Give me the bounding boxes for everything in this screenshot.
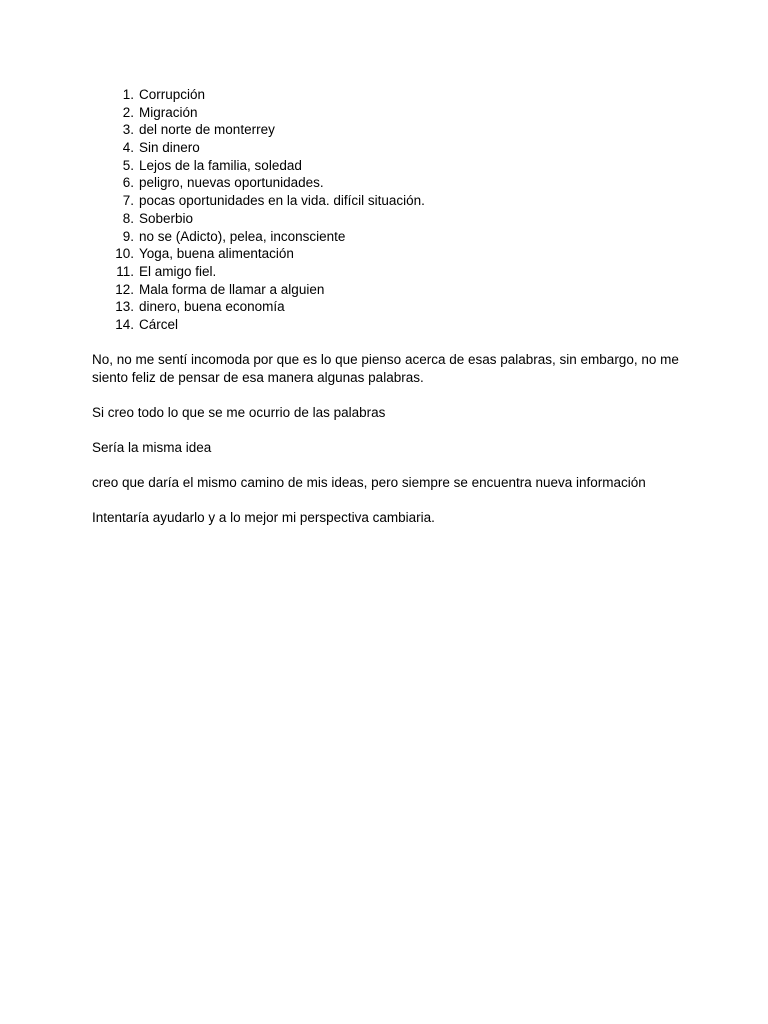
list-item bbox=[92, 281, 692, 299]
paragraph-feelings: No, no me sentí incomoda por que es lo que pienso acerca de esas palabras, sin embargo, no me siento feliz de pensar de esa manera algunas palabras. bbox=[92, 351, 679, 385]
list-item bbox=[92, 139, 692, 157]
list-text: del norte de monterrey bbox=[139, 122, 275, 138]
paragraph-ideas-path: creo que daría el mismo camino de mis ideas, pero siempre se encuentra nueva información bbox=[92, 474, 646, 490]
list-item bbox=[92, 210, 692, 228]
list-item bbox=[92, 245, 692, 263]
list-item bbox=[92, 121, 692, 139]
list-text: peligro, nuevas oportunidades. bbox=[139, 175, 324, 191]
document-page bbox=[92, 86, 692, 527]
list-number: 5. bbox=[122, 157, 134, 173]
list-number: 4. bbox=[122, 140, 134, 156]
list-text: Lejos de la familia, soledad bbox=[139, 157, 302, 173]
list-item bbox=[92, 316, 692, 334]
list-number: 8. bbox=[122, 210, 134, 226]
list-text: no se (Adicto), pelea, inconsciente bbox=[139, 228, 346, 244]
numbered-list bbox=[92, 86, 692, 334]
list-number: 7. bbox=[122, 193, 134, 209]
paragraph-same-idea: Sería la misma idea bbox=[92, 439, 212, 455]
list-number: 14. bbox=[115, 316, 134, 332]
list-number: 6. bbox=[122, 175, 134, 191]
list-item bbox=[92, 192, 692, 210]
list-item bbox=[92, 86, 692, 104]
list-number: 9. bbox=[122, 228, 134, 244]
list-item bbox=[92, 104, 692, 122]
list-number: 2. bbox=[122, 104, 134, 120]
list-number: 13. bbox=[115, 299, 134, 315]
list-text: Migración bbox=[139, 104, 198, 120]
list-text: El amigo fiel. bbox=[139, 263, 217, 279]
list-text: Sin dinero bbox=[139, 140, 200, 156]
list-item bbox=[92, 263, 692, 281]
list-text: Cárcel bbox=[139, 316, 179, 332]
list-number: 12. bbox=[115, 281, 134, 297]
list-number: 11. bbox=[116, 263, 134, 279]
list-item bbox=[92, 228, 692, 246]
list-number: 10. bbox=[115, 246, 134, 262]
paragraph-belief: Si creo todo lo que se me ocurrio de las palabras bbox=[92, 404, 386, 420]
list-number: 1. bbox=[122, 87, 134, 102]
list-text: dinero, buena economía bbox=[139, 299, 285, 315]
list-text: Mala forma de llamar a alguien bbox=[139, 281, 325, 297]
paragraph-help: Intentaría ayudarlo y a lo mejor mi perspectiva cambiaria. bbox=[92, 509, 435, 525]
list-item bbox=[92, 174, 692, 192]
list-text: Yoga, buena alimentación bbox=[139, 246, 294, 262]
list-text: Corrupción bbox=[139, 87, 206, 102]
list-item bbox=[92, 157, 692, 175]
list-number: 3. bbox=[122, 122, 134, 138]
list-text: Soberbio bbox=[139, 210, 194, 226]
list-text: pocas oportunidades en la vida. difícil situación. bbox=[139, 193, 425, 209]
list-item bbox=[92, 298, 692, 316]
